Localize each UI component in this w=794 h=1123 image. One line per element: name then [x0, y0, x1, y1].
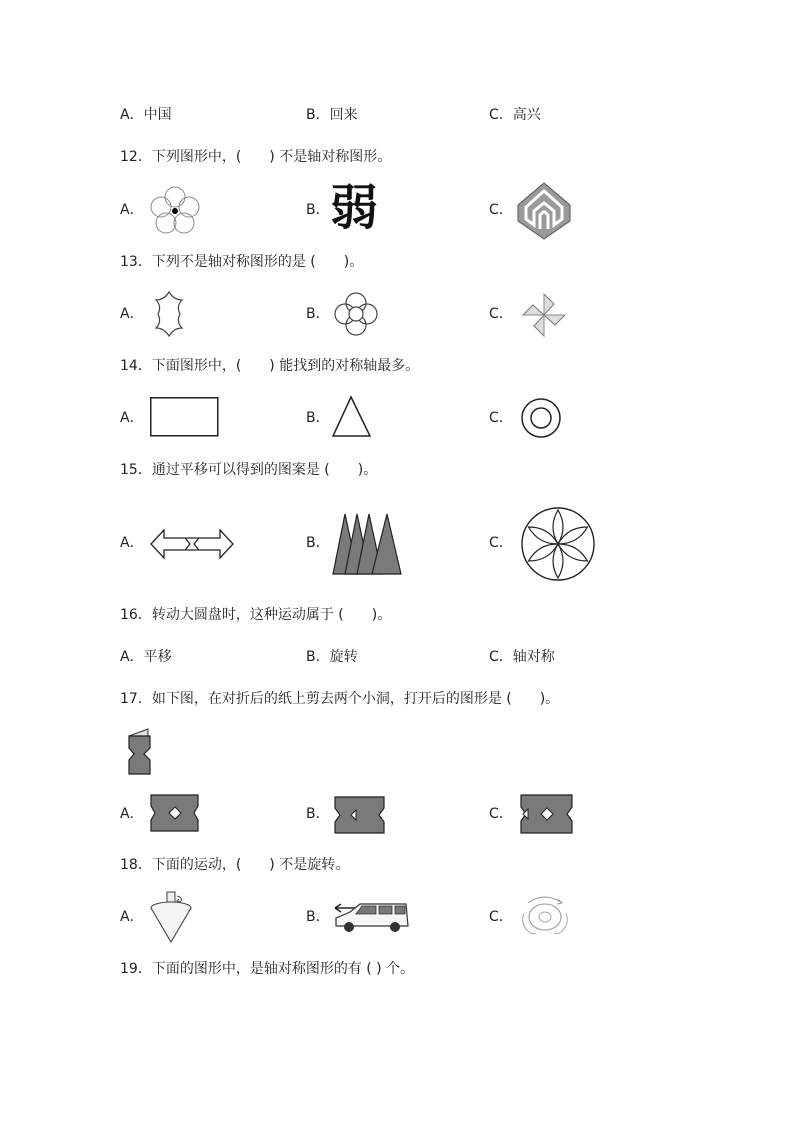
double-arrow-icon: [150, 528, 234, 560]
q18-label-b: B．: [306, 909, 330, 925]
q12-stem: 12．下列图形中，( ) 不是轴对称图形。: [120, 149, 392, 165]
q15-stem: 15．通过平移可以得到的图案是 ( )。: [120, 462, 378, 478]
q17-label-c: C．: [489, 806, 513, 822]
q16-option-a: A．平移: [120, 649, 172, 665]
four-circle-flower-icon: [334, 292, 378, 336]
q12-character-ruo: 弱: [330, 180, 379, 236]
q18-stem: 18．下面的运动，( ) 不是旋转。: [120, 857, 350, 873]
q15-label-b: B．: [306, 535, 330, 551]
q12-label-b: B．: [306, 202, 330, 218]
steering-wheel-icon: [518, 893, 572, 939]
q18-label-a: A．: [120, 909, 144, 925]
q17-stem: 17．如下图，在对折后的纸上剪去两个小洞，打开后的图形是 ( )。: [120, 691, 560, 707]
q13-stem: 13．下列不是轴对称图形的是 ( )。: [120, 254, 364, 270]
maze-emblem-icon: [516, 181, 572, 241]
triangle-icon: [332, 396, 372, 438]
q11-option-b: B．回来: [306, 107, 358, 123]
plum-blossom-icon: [148, 186, 202, 234]
q11-option-a: A．中国: [120, 107, 172, 123]
q18-label-c: C．: [489, 909, 513, 925]
q17-label-b: B．: [306, 806, 330, 822]
circle-flower-icon: [520, 505, 596, 583]
scalloped-shape-icon: [150, 290, 188, 338]
folded-paper-icon: [126, 728, 154, 776]
q15-label-a: A．: [120, 535, 144, 551]
paper-option-a-icon: [150, 794, 200, 832]
three-triangles-icon: [332, 512, 404, 576]
spinning-top-icon: [148, 890, 194, 944]
q14-label-c: C．: [489, 410, 513, 426]
q16-option-c: C．轴对称: [489, 649, 555, 665]
q14-stem: 14．下面图形中，( ) 能找到的对称轴最多。: [120, 358, 420, 374]
q11-option-c: C．高兴: [489, 107, 541, 123]
q16-option-b: B．旋转: [306, 649, 358, 665]
q12-label-c: C．: [489, 202, 513, 218]
q16-stem: 16．转动大圆盘时，这种运动属于 ( )。: [120, 607, 392, 623]
q13-label-c: C．: [489, 306, 513, 322]
paper-option-b-icon: [334, 796, 386, 834]
paper-option-c-icon: [520, 794, 574, 834]
rectangle-icon: [150, 397, 220, 437]
q12-label-a: A．: [120, 202, 144, 218]
ring-icon: [520, 397, 562, 439]
q13-label-b: B．: [306, 306, 330, 322]
q14-label-b: B．: [306, 410, 330, 426]
q13-label-a: A．: [120, 306, 144, 322]
pinwheel-icon: [520, 292, 568, 338]
q14-label-a: A．: [120, 410, 144, 426]
q17-label-a: A．: [120, 806, 144, 822]
q19-stem: 19．下面的图形中，是轴对称图形的有 ( ) 个。: [120, 961, 415, 977]
moving-van-icon: [332, 898, 412, 934]
q15-label-c: C．: [489, 535, 513, 551]
